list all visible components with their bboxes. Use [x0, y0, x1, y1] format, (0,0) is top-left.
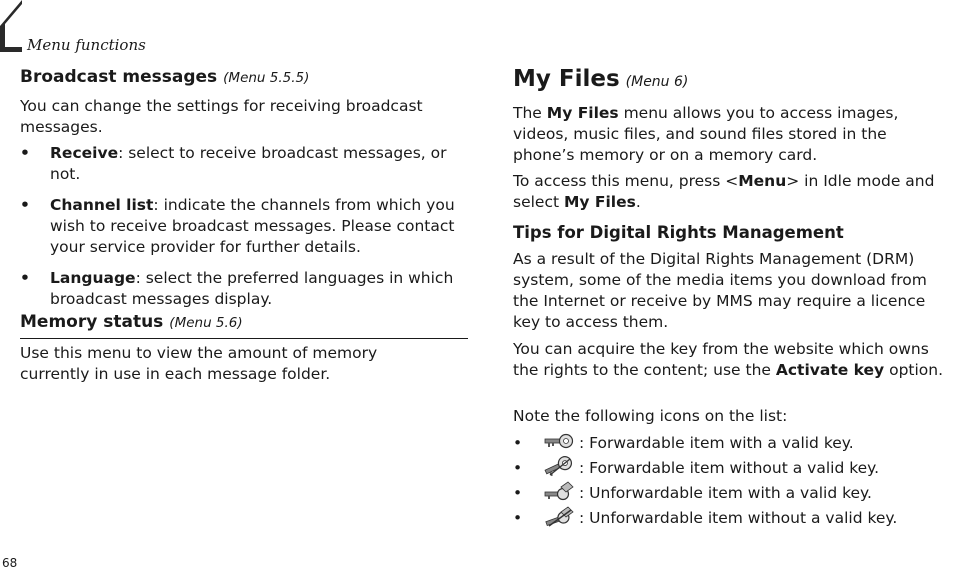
bullet: • [20, 144, 30, 162]
bullet: • [513, 484, 523, 502]
my-files-heading: My Files (Menu 6) [513, 66, 689, 92]
broadcast-intro: You can change the settings for receiving broadcast messages. [20, 97, 423, 136]
my-files-access: To access this menu, press <Menu> in Idle mode and select My Files. [513, 172, 935, 211]
bullet: • [513, 509, 523, 527]
bullet: • [20, 196, 30, 214]
bullet: • [513, 459, 523, 477]
list-item: • Receive: select to receive broadcast messages, or not. [20, 144, 447, 183]
key-icon [544, 431, 574, 453]
list-item: • : Unforwardable item without a valid key. [513, 508, 955, 533]
icons-note: Note the following icons on the list: [513, 407, 788, 425]
page-number: 68 [2, 556, 18, 570]
list-item: • Channel list: indicate the channels from which you wish to receive broadcast messages. Please contact your service provider for further details. [20, 196, 455, 256]
key-locked-icon [544, 481, 574, 503]
list-item: • : Forwardable item with a valid key. [513, 433, 955, 458]
bullet: • [513, 434, 523, 452]
broadcast-messages-heading: Broadcast messages (Menu 5.5.5) [20, 67, 310, 87]
list-item: • Language: select the preferred languages in which broadcast messages display. [20, 269, 454, 308]
broadcast-options-list [20, 143, 468, 310]
my-files-intro: The My Files menu allows you to access images, videos, music files, and sound files stored in the phone’s memory or on a memory card. [513, 104, 899, 164]
drm-explanation: As a result of the Digital Rights Management (DRM) system, some of the media items you download from the Internet or receive by MMS may require a licence key to access them. [513, 250, 927, 331]
key-expired-icon [544, 456, 574, 478]
drm-icon-list [513, 433, 955, 533]
list-item: • : Unforwardable item with a valid key. [513, 483, 955, 508]
header-bar [0, 0, 22, 52]
drm-tips-heading: Tips for Digital Rights Management [513, 223, 844, 242]
running-header: Menu functions [27, 36, 146, 54]
bullet: • [20, 269, 30, 287]
memory-status-heading: Memory status (Menu 5.6) [20, 312, 243, 332]
drm-acquire-key: You can acquire the key from the website which owns the rights to the content; use the Activate key option. [513, 340, 944, 379]
key-locked-expired-icon [544, 506, 574, 528]
list-item: • : Forwardable item without a valid key. [513, 458, 955, 483]
heading-rule [20, 338, 468, 339]
memory-status-body: Use this menu to view the amount of memory currently in use in each message folder. [20, 344, 378, 383]
